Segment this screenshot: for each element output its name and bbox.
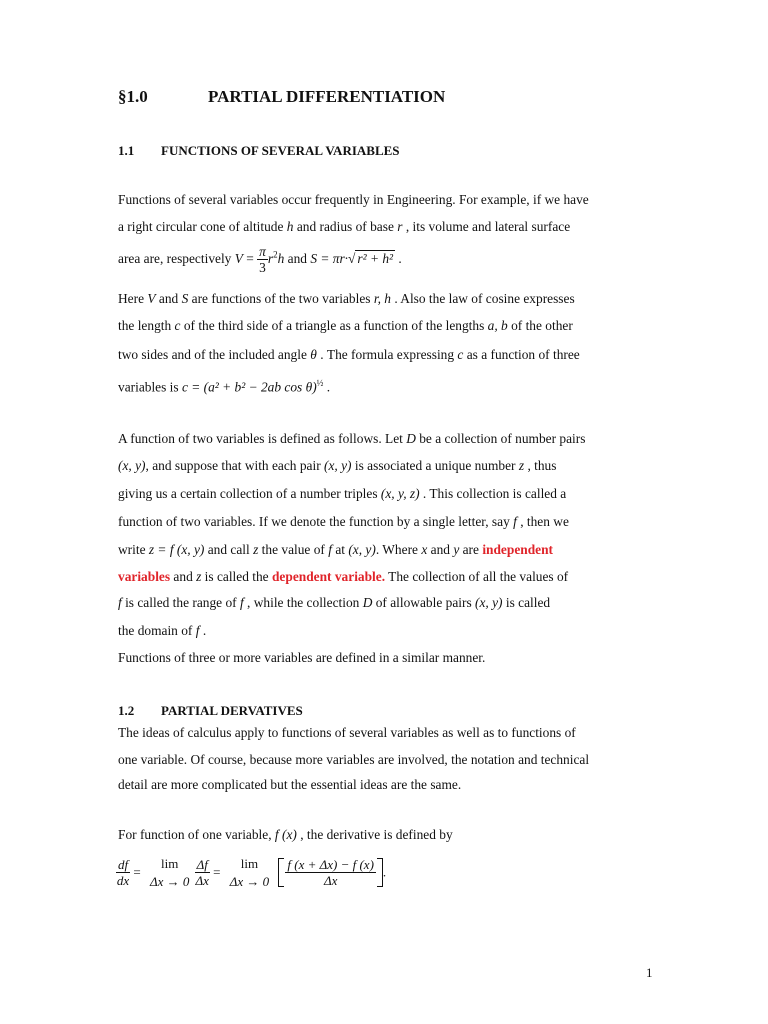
text-line: f is called the range of f , while the collection D of allowable pairs (x, y) is called	[118, 595, 551, 610]
bracketed-difference-quotient: $\frac{f (x + \Delta x) - f (x)}{\Delta x}$	[278, 858, 383, 887]
text-line: For function of one variable, f (x) , the derivative is defined by	[118, 827, 453, 842]
text-line: The ideas of calculus apply to functions of several variables as well as to functions of	[118, 725, 576, 740]
subsection-title: FUNCTIONS OF SEVERAL VARIABLES	[161, 143, 400, 158]
text-line: (x, y), and suppose that with each pair (x, y) is associated a unique number z , thus	[118, 458, 557, 473]
text-line: write z = f (x, y) and call z the value of f at (x, y). Where x and y are independent	[118, 542, 554, 557]
text-line: a right circular cone of altitude h and radius of base r , its volume and lateral surface	[118, 219, 571, 234]
fraction-delta: $\frac{\Delta f}{\Delta x}$	[195, 857, 209, 889]
highlight-variables: variables	[118, 569, 171, 584]
text-line: A function of two variables is defined as follows. Let D be a collection of number pairs	[118, 431, 586, 446]
formula-line: area are, respectively V = $\frac{\pi}{3}$ $r^2h$ and S = πr·√ r² + h² .	[118, 244, 402, 276]
fraction: $\frac{\pi}{3}$	[259, 244, 266, 276]
formula-line: variables is c = (a² + b² − 2ab cos θ)$^{\frac{1}{2}}$ .	[118, 378, 331, 395]
text-line: Functions of three or more variables are defined in a similar manner.	[118, 650, 486, 665]
derivative-equation: $\frac{df}{dx}$ = lim Δx → 0 $\frac{\Delta f}{\Delta x}$ = lim Δx → 0 $\frac{f (x + \Delta x) - f (x)}{\Delta x}$ .	[116, 856, 387, 889]
subsection-title: PARTIAL DERVATIVES	[161, 703, 303, 718]
text-line: the length c of the third side of a triangle as a function of the lengths a, b of the other	[118, 318, 573, 333]
highlight-independent: independent	[482, 542, 554, 557]
text-line: detail are more complicated but the essential ideas are the same.	[118, 777, 462, 792]
text-line: Functions of several variables occur frequently in Engineering. For example, if we have	[118, 192, 589, 207]
text-line: function of two variables. If we denote the function by a single letter, say f , then we	[118, 514, 569, 529]
highlight-dependent: dependent variable.	[271, 569, 386, 584]
text-line: giving us a certain collection of a number triples (x, y, z) . This collection is called a	[118, 486, 567, 501]
page-number: 1	[646, 965, 653, 980]
text-line: one variable. Of course, because more variables are involved, the notation and technical	[118, 752, 590, 767]
text-line: the domain of f .	[118, 623, 207, 638]
section-number: §1.0	[118, 87, 148, 106]
limit-1: lim Δx → 0	[149, 856, 190, 889]
limit-2: lim Δx → 0	[229, 856, 270, 889]
section-title: PARTIAL DIFFERENTIATION	[208, 87, 446, 106]
subsection-number: 1.2	[118, 703, 135, 718]
text-line: Here V and S are functions of the two variables r, h . Also the law of cosine expresses	[118, 291, 575, 306]
text-line: variables and z is called the dependent variable. The collection of all the values of	[118, 569, 569, 584]
text-line: two sides and of the included angle θ . The formula expressing c as a function of three	[118, 347, 580, 362]
fraction-df-dx: $\frac{df}{dx}$	[116, 857, 130, 889]
subsection-number: 1.1	[118, 143, 135, 158]
